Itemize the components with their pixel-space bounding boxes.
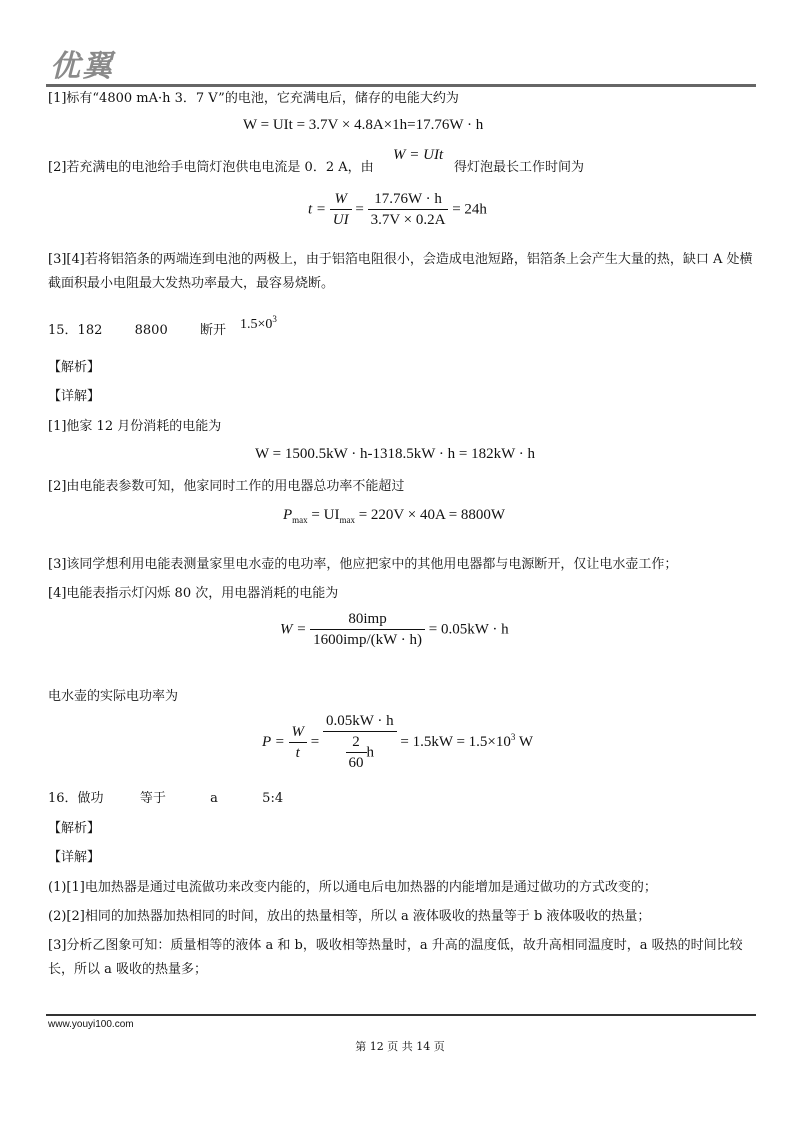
footer-rule xyxy=(46,1014,756,1016)
q16-answer-3: a xyxy=(210,791,218,806)
eq4-sub-1: max xyxy=(292,515,308,525)
eq4-rest: = 220V × 40A = 8800W xyxy=(354,507,506,523)
equation-monthly-energy: W = 1500.5kW · h-1318.5kW · h = 182kW · h xyxy=(255,446,535,462)
eq6-frac-1 xyxy=(289,725,308,761)
para-1: [1]标有“4800 mA·h 3．7 V”的电池，它充满电后，储存的电能大约为 xyxy=(48,91,459,106)
eq6-inner-unit: h xyxy=(366,744,375,761)
page-number: 第 12 页 共 14 页 xyxy=(355,1040,445,1053)
eq6-inner-den: 60 xyxy=(348,755,364,771)
equation-time: t = $\frac{W}{UI}$ = $\frac{17.76W \cdot h}{3.7V \times 0.2A}$ = 24h xyxy=(308,191,487,228)
q16-answer-2: 等于 xyxy=(139,791,166,806)
para-11: [3]分析乙图象可知：质量相等的液体 a 和 b，吸收相等热量时，a 升高的温度低，故升高相同温度时，a 吸热的时间比较长，所以 a 吸收的热量多； xyxy=(48,938,743,977)
eq5-lhs: W = xyxy=(280,621,307,638)
eq5-rhs: = 0.05kW · h xyxy=(428,621,509,638)
eq6-unit: W xyxy=(515,733,534,750)
eq6-inner-num: 2 xyxy=(346,735,367,753)
analysis-heading-2: 【解析】 xyxy=(48,821,101,836)
para-10: (2)[2]相同的加热器加热相同的时间，放出的热量相等，所以 a 液体吸收的热量等于 b 液体吸收的热量； xyxy=(48,909,651,924)
detail-heading-2: 【详解】 xyxy=(48,850,101,865)
eq5-frac xyxy=(310,612,425,648)
eq2-f2-num: 17.76W · h xyxy=(368,192,449,210)
q15-answer-4-exp: 3 xyxy=(272,314,277,324)
eq6-f2-num: 0.05kW · h xyxy=(323,714,397,732)
para-9: (1)[1]电加热器是通过电流做功来改变内能的，所以通电后电加热器的内能增加是通过做功的方式改变的； xyxy=(48,880,657,895)
para-2-end: 得灯泡最长工作时间为 xyxy=(454,160,585,175)
eq2-lhs: t = xyxy=(308,201,327,218)
para-2-start: [2]若充满电的电池给手电筒灯泡供电电流是 0．2 A，由 xyxy=(48,160,374,175)
youyi-logo: 优翼 xyxy=(50,49,114,84)
eq6-exp: 3 xyxy=(510,731,516,742)
q16-label: 16．做功 xyxy=(48,791,104,806)
q15-label: 15．182 xyxy=(48,323,103,338)
eq6-lhs: P = xyxy=(262,733,285,750)
inline-formula-wuit: W = UIt xyxy=(393,147,444,163)
detail-heading-1: 【详解】 xyxy=(48,389,101,404)
eq4-mid: = UI xyxy=(307,507,340,523)
eq6-frac-2 xyxy=(323,714,397,771)
eq6-rhs: = 1.5kW = 1.5×10 xyxy=(400,733,511,750)
eq2-f1-num: W xyxy=(330,192,352,210)
eq6-f1-num: W xyxy=(289,725,308,743)
q16-answer-4: 5:4 xyxy=(262,791,284,806)
para-5: [2]由电能表参数可知，他家同时工作的用电器总功率不能超过 xyxy=(48,479,405,494)
para-3: [3][4]若将铝箔条的两端连到电池的两极上，由于铝箔电阻很小，会造成电池短路，铝箔条上会产生大量的热，缺口 A 处横截面积最小电阻最大发热功率最大，最容易烧断。 xyxy=(48,252,753,291)
eq2-f1-den: UI xyxy=(332,212,349,228)
eq2-frac-2 xyxy=(368,192,449,228)
q15-line xyxy=(48,322,756,340)
q15-answer-3: 断开 xyxy=(200,323,227,338)
para-7: [4]电能表指示灯闪烁 80 次，用电器消耗的电能为 xyxy=(48,586,339,601)
eq4-sub-2: max xyxy=(339,515,355,525)
analysis-heading-1: 【解析】 xyxy=(48,360,101,375)
para-4: [1]他家 12 月份消耗的电能为 xyxy=(48,419,222,434)
equation-max-power xyxy=(283,508,505,525)
q15-answer-2: 8800 xyxy=(134,323,168,338)
eq2-rhs: = 24h xyxy=(452,201,487,218)
para-6: [3]该同学想利用电能表测量家里电水壶的电功率，他应把家中的其他用电器都与电源断开，仅让电水壶工作； xyxy=(48,557,678,572)
eq4-p: P xyxy=(283,507,293,523)
eq2-frac-1 xyxy=(330,192,352,228)
q15-answer-4 xyxy=(240,315,277,332)
header-rule xyxy=(46,84,756,87)
equation-energy: W = UIt = 3.7V × 4.8A×1h=17.76W · h xyxy=(243,117,484,133)
q15-answer-4-base: 1.5×0 xyxy=(240,317,273,332)
q16-line xyxy=(48,790,756,808)
equation-kettle-power: P = $\frac{W}{t}$ = 0.05kW · h $\frac{2}{60}$ h = $1.5kW = 1.5\times 10^3$ W xyxy=(262,713,534,771)
eq5-num: 80imp xyxy=(310,612,425,630)
eq6-f1-den: t xyxy=(295,744,300,761)
equation-kettle-energy xyxy=(280,612,509,648)
para-8: 电水壶的实际电功率为 xyxy=(48,689,179,704)
footer-url: www.youyi100.com xyxy=(48,1019,134,1030)
eq6-inner-frac xyxy=(346,735,367,771)
eq5-den: 1600imp/(kW · h) xyxy=(313,632,422,648)
eq6-f2-den xyxy=(323,732,397,771)
eq2-f2-den: 3.7V × 0.2A xyxy=(370,212,446,228)
